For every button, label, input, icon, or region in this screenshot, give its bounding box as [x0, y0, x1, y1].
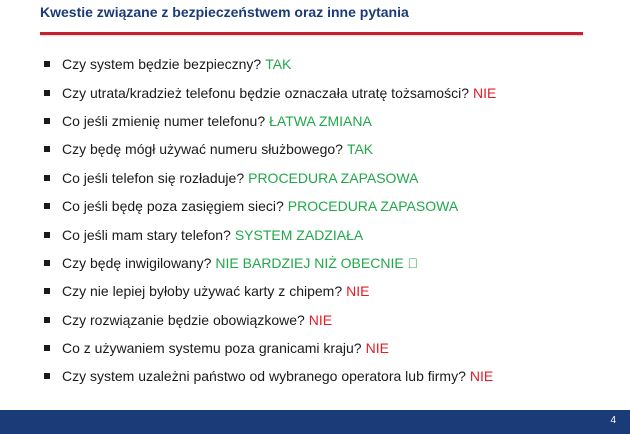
answer-text: TAK — [265, 56, 292, 73]
question-text: Co jeśli telefon się rozładuje? — [62, 169, 245, 186]
bullet-square-icon — [44, 175, 50, 181]
bullet-square-icon — [44, 203, 50, 209]
question-text: Czy nie lepiej byłoby używać karty z chipem? — [62, 283, 343, 300]
list-item — [44, 306, 496, 334]
page-number: 4 — [610, 415, 616, 426]
bullet-square-icon — [44, 345, 50, 351]
list-item — [44, 220, 496, 248]
bullet-square-icon — [44, 232, 50, 238]
question-text: Co z używaniem systemu poza granicami kraju? — [62, 340, 362, 357]
list-item — [44, 192, 496, 220]
question-text: Czy będę mógł używać numeru służbowego? — [62, 141, 343, 158]
list-item — [44, 334, 496, 362]
list-item — [44, 277, 496, 305]
bullet-square-icon — [44, 260, 50, 266]
list-item — [44, 135, 496, 163]
title-divider — [40, 32, 583, 35]
bullet-square-icon — [44, 118, 50, 124]
question-text: Co jeśli będę poza zasięgiem sieci? — [62, 198, 284, 215]
answer-text: NIE — [308, 311, 333, 328]
qa-list — [44, 50, 496, 391]
answer-text: NIE — [473, 84, 497, 101]
list-item — [44, 362, 496, 390]
bullet-square-icon — [44, 317, 50, 323]
bullet-square-icon — [44, 90, 50, 96]
answer-text: NIE — [469, 368, 494, 385]
footer-bar — [0, 410, 630, 434]
bullet-square-icon — [44, 146, 50, 152]
list-item — [44, 78, 496, 106]
list-item — [44, 164, 496, 192]
bullet-square-icon — [44, 373, 50, 379]
list-item — [44, 249, 496, 277]
bullet-square-icon — [44, 288, 50, 294]
answer-text: SYSTEM ZADZIAŁA — [234, 226, 364, 243]
answer-text: TAK — [346, 141, 374, 158]
question-text: Czy rozwiązanie będzie obowiązkowe? — [62, 311, 305, 328]
list-item — [44, 50, 496, 78]
answer-text: PROCEDURA ZAPASOWA — [287, 198, 459, 215]
list-item — [44, 107, 496, 135]
question-text: Czy będę inwigilowany? — [62, 254, 212, 271]
answer-text: NIE BARDZIEJ NIŻ OBECNIE — [215, 254, 404, 271]
answer-text: NIE — [346, 283, 370, 300]
question-text: Co jeśli zmienię numer telefonu? — [62, 112, 266, 129]
answer-text: PROCEDURA ZAPASOWA — [248, 169, 419, 186]
slide-title: Kwestie związane z bezpieczeństwem oraz inne pytania — [40, 4, 409, 20]
question-text: Czy system uzależni państwo od wybranego operatora lub firmy? — [62, 368, 466, 385]
question-text: Czy utrata/kradzież telefonu będzie oznaczała utratę tożsamości? — [62, 84, 469, 101]
bullet-square-icon — [44, 61, 50, 67]
answer-text: NIE — [365, 340, 389, 357]
question-text: Co jeśli mam stary telefon? — [62, 226, 231, 243]
question-text: Czy system będzie bezpieczny? — [62, 56, 262, 73]
answer-text: ŁATWA ZMIANA — [269, 112, 372, 129]
